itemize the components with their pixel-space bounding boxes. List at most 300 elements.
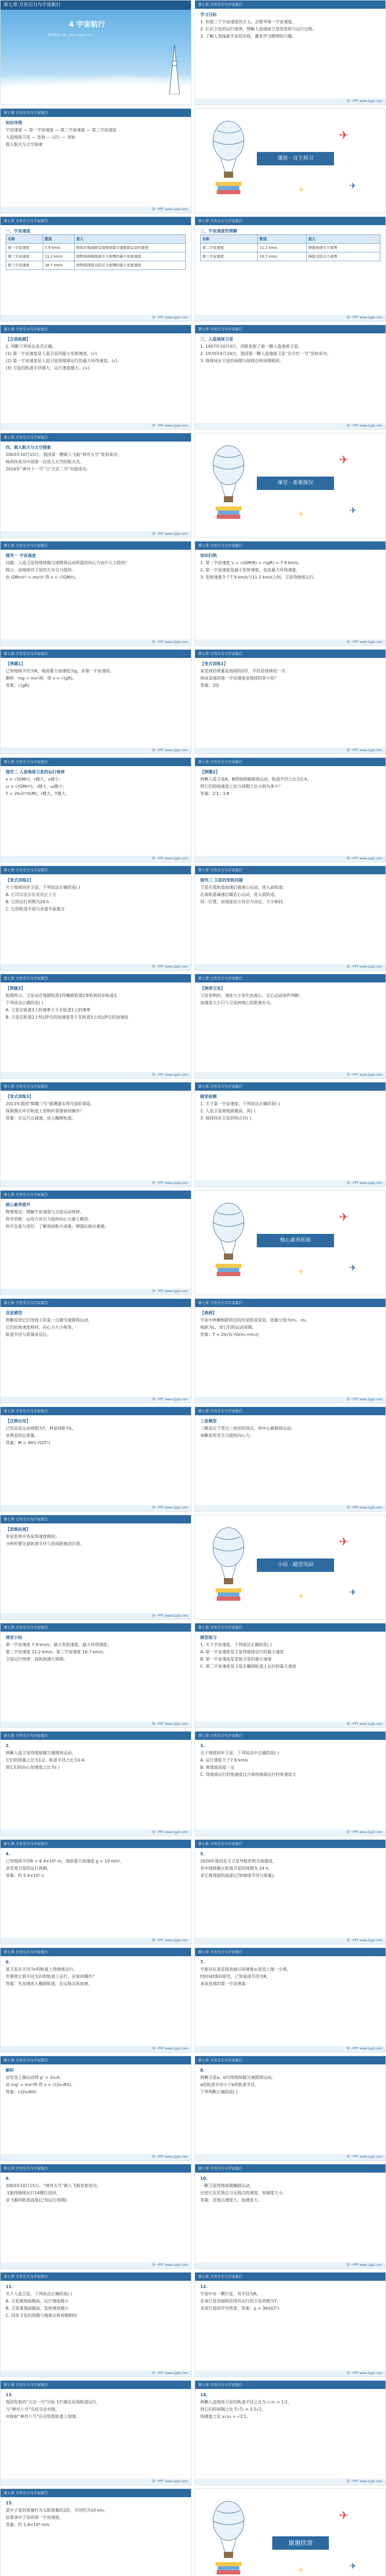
slide-topbar <box>1 2381 191 2389</box>
slide-row <box>0 0 386 105</box>
slide-heading: 探究一 宇宙速度 <box>6 553 36 558</box>
slide[interactable] <box>0 2056 191 2161</box>
slide-row <box>0 974 386 1079</box>
slide-footer: 第一PPT www.1ppt.com <box>1 2154 191 2160</box>
slide[interactable] <box>195 757 386 862</box>
breadcrumb: 第七章 万有引力与宇宙航行 <box>4 1084 48 1089</box>
slide-body <box>6 2500 186 2576</box>
slide-body <box>200 2284 380 2368</box>
paper-plane-icon: ✈ <box>298 1268 304 1276</box>
text-line: A. 第一宇宙速度是卫星绕地球运行的最小速度 <box>200 1650 284 1654</box>
slide-footer: 第一PPT www.1ppt.com <box>1 856 191 862</box>
slide-footer: 第一PPT www.1ppt.com <box>1 639 191 646</box>
breadcrumb: 第七章 万有引力与宇宙航行 <box>4 2058 48 2062</box>
slide-footer: 第一PPT www.1ppt.com <box>195 2370 385 2377</box>
text-line: 若要使它到半径为2r的轨道上运行，应如何操作？ <box>6 1974 97 1979</box>
paper-plane-icon: ✈ <box>349 1587 357 1597</box>
slide-footer: 第一PPT www.1ppt.com <box>1 964 191 970</box>
slide-topbar <box>1 866 191 874</box>
text-line: 解析：mg = mv²/R，得 v = √(gR)。 <box>6 676 77 681</box>
slide-footer: 第一PPT www.1ppt.com <box>1 1397 191 1403</box>
paper-plane-icon: ✈ <box>339 129 349 142</box>
template-credit: PPT模板下载：www.1ppt.com <box>48 33 92 37</box>
slide-topbar <box>195 2381 385 2389</box>
slide-topbar <box>1 325 191 333</box>
text-line: 2020年我国北斗卫星导航系统全面建成， <box>200 1859 277 1863</box>
slide-topbar <box>1 1299 191 1307</box>
slide[interactable] <box>0 1298 191 1403</box>
text-line: 1. 第一宇宙速度 v = √(GM/R) = √(gR) = 7.9 km/s。 <box>200 561 303 565</box>
slide-row <box>0 1406 386 1512</box>
text-line: C. 同步卫星的周期与地球自转周期相同 <box>6 2313 77 2318</box>
text-line: A. 运行速度大于7.9 km/s <box>200 1758 248 1762</box>
slide-footer: 第一PPT www.1ppt.com <box>195 1397 385 1403</box>
breadcrumb: 第七章 万有引力与宇宙航行 <box>198 2058 243 2062</box>
slide-topbar <box>1 433 191 442</box>
slide-body <box>200 1094 380 1178</box>
hot-air-balloon-icon <box>210 2500 247 2576</box>
text-line: 飞船绕地球运行14圈后返回， <box>6 2191 61 2195</box>
slide[interactable] <box>0 1082 191 1187</box>
table-cell: 第三宇宙速度 <box>6 261 43 270</box>
paper-plane-icon: ✈ <box>349 2561 357 2571</box>
table-row <box>201 244 380 252</box>
text-line: 某星球的质量是地球的2倍，半径是地球的一半， <box>200 669 290 673</box>
slide[interactable] <box>195 649 386 754</box>
slide-body <box>6 120 186 205</box>
breadcrumb: 第七章 万有引力与宇宙航行 <box>198 1625 243 1630</box>
slide[interactable] <box>195 1731 386 1836</box>
text-line: 卫星在低轨道加速后做离心运动，进入高轨道； <box>200 885 287 890</box>
breadcrumb: 第七章 万有引力与宇宙航行 <box>4 1950 48 1954</box>
slide-body <box>200 2176 380 2260</box>
slide-heading: 4. <box>6 1852 10 1856</box>
text-line: T = 2π√(r³/GM)，r越大，T越大。 <box>6 791 70 796</box>
slide[interactable] <box>195 1947 386 2053</box>
slide-row <box>0 325 386 430</box>
cloud-decoration <box>1 69 191 105</box>
slide-heading: 14. <box>200 2393 208 2397</box>
slide-topbar <box>1 2056 191 2064</box>
paper-plane-icon: ✈ <box>339 454 349 467</box>
slide-footer: 第一PPT www.1ppt.com <box>1 1613 191 1619</box>
hot-air-balloon-icon <box>210 120 247 197</box>
breadcrumb: 第七章 万有引力与宇宙航行 <box>198 760 243 764</box>
slide-footer: 第一PPT www.1ppt.com <box>1 1505 191 1511</box>
slide-heading: 【迁移应用】 <box>6 1419 30 1423</box>
table-cell: 挣脱太阳引力束缚 <box>306 252 380 261</box>
breadcrumb: 第七章 万有引力与宇宙航行 <box>4 435 48 439</box>
breadcrumb: 第七章 万有引力与宇宙航行 <box>198 327 243 331</box>
slide-body <box>6 1202 186 1286</box>
breadcrumb: 第七章 万有引力与宇宙航行 <box>4 327 48 331</box>
text-line: A. 卫星在轨道3上的速率大于在轨道1上的速率 <box>6 1008 91 1012</box>
text-line: 加速度大小只与卫星到地心的距离有关。 <box>200 1001 274 1005</box>
table-row <box>201 252 380 261</box>
text-line: 由竖直上抛运动得 g' = 2v₀/t， <box>6 2075 64 2080</box>
slide[interactable] <box>0 757 191 862</box>
slide-heading: 知识导图 <box>6 121 22 125</box>
slide-footer: 第一PPT www.1ppt.com <box>1 315 191 321</box>
slide-topbar <box>195 2273 385 2281</box>
slide-topbar <box>1 1948 191 1956</box>
text-line: 答案：T = 2π√(L³/G(m₁+m₂)) <box>200 1332 259 1337</box>
slide-body <box>200 769 380 854</box>
paper-plane-icon: ✈ <box>339 1211 349 1224</box>
slide-body <box>6 336 186 421</box>
slide-topbar <box>1 1082 191 1091</box>
slide[interactable] <box>195 1406 386 1512</box>
slide-topbar <box>1 758 191 766</box>
text-line: 则它们的线速度之比与周期之比分别为多少？ <box>200 784 283 789</box>
text-line: 求近地卫星的运行周期。 <box>6 1866 51 1871</box>
slide-body <box>6 1527 186 1611</box>
text-line: 某卫星在半径为r的轨道上绕地球运行， <box>6 1967 78 1972</box>
text-line: 1. 关于第一宇宙速度，下列说法正确的是( ) <box>200 1101 280 1106</box>
slide-body <box>6 986 186 1070</box>
breadcrumb: 第七章 万有引力与宇宙航行 <box>4 2275 48 2279</box>
slide[interactable] <box>195 1623 386 1728</box>
text-line: C. 绕地球运行的角速度比月球绕地球运行的角速度大 <box>200 1772 296 1777</box>
breadcrumb: 第七章 万有引力与宇宙航行 <box>198 544 243 548</box>
text-line: 求它离地面的高度(已知地球半径与质量)。 <box>200 1873 278 1878</box>
slide-topbar <box>195 1082 385 1091</box>
slide-body <box>200 1635 380 1719</box>
slide-body <box>6 2392 186 2477</box>
slide-footer: 第一PPT www.1ppt.com <box>195 1072 385 1078</box>
slide-heading: 2. <box>6 1743 10 1748</box>
slide[interactable] <box>0 2488 191 2576</box>
slide-body <box>200 661 380 745</box>
text-line: 答案：约 5.0×10³ s <box>6 1873 44 1878</box>
breadcrumb: 第七章 万有引力与宇宙航行 <box>4 544 48 548</box>
text-line: 则它们的周期之比 T₁∶T₂ = 1∶2√2， <box>200 2407 266 2412</box>
slide-footer: 第一PPT www.1ppt.com <box>195 2046 385 2052</box>
slide[interactable] <box>195 2056 386 2161</box>
table-header-cell: 数值 <box>258 235 307 244</box>
slide-topbar <box>195 1948 385 1956</box>
slide[interactable] <box>195 216 386 321</box>
slide-footer: 第一PPT www.1ppt.com <box>1 1072 191 1078</box>
slide[interactable] <box>0 974 191 1079</box>
slide[interactable] <box>195 1515 386 1620</box>
section-label: 小结 · 随堂巩固 <box>257 1558 334 1572</box>
breadcrumb: 第七章 万有引力与宇宙航行 <box>4 1193 48 1197</box>
text-line: 2. 第一宇宙速度是最小发射速度，也是最大环绕速度。 <box>200 568 301 572</box>
slide[interactable] <box>195 1190 386 1295</box>
paper-plane-icon: ✈ <box>349 505 357 515</box>
breadcrumb: 第七章 万有引力与宇宙航行 <box>4 111 48 115</box>
data-table <box>200 234 380 261</box>
text-line: a的轨道半径小于b的轨道半径， <box>200 2082 259 2087</box>
paper-plane-icon: ✈ <box>298 511 304 519</box>
text-line: 答案：2∶1；1∶8 <box>200 791 230 796</box>
text-line: 相距为L，求它们的运动周期。 <box>200 1325 256 1330</box>
text-line: 估算该中子星的第一宇宙速度。 <box>6 2515 63 2520</box>
slide[interactable] <box>195 0 386 105</box>
slide-topbar <box>1 1515 191 1523</box>
text-line: 1. 关于宇宙速度，下列说法正确的是( ) <box>200 1642 272 1647</box>
slide-heading: 8. <box>200 2068 205 2073</box>
slide-topbar <box>195 1299 385 1307</box>
text-line: 卫星运行规律：高轨低速大周期。 <box>6 1657 67 1662</box>
slide[interactable] <box>0 0 191 105</box>
slide-heading: 随堂检测 <box>200 1094 217 1099</box>
breadcrumb: 第七章 万有引力与宇宙航行 <box>4 2166 48 2171</box>
slide-body <box>6 445 186 529</box>
text-line: 同一位置，加速度由万有引力决定，大小相同。 <box>200 900 287 904</box>
breadcrumb: 第七章 万有引力与宇宙航行 <box>4 1625 48 1630</box>
text-line: (2) 第一宇宙速度是人造卫星绕地球运行的最大环绕速度。(√) <box>6 359 118 363</box>
text-line: 2. 认识卫星的运行规律，理解人造地球卫星的发射与运行过程。 <box>200 27 317 31</box>
table-cell: 7.9 km/s <box>43 244 74 252</box>
slide-body <box>200 1418 380 1503</box>
slide-footer: 第一PPT www.1ppt.com <box>1 2370 191 2377</box>
text-line: 一颗卫星绕地球做椭圆运动， <box>200 2183 254 2188</box>
slide-topbar <box>195 1732 385 1740</box>
table-header-cell: 意义 <box>75 235 186 244</box>
breadcrumb: 第七章 万有引力与宇宙航行 <box>4 652 48 656</box>
slide-heading: 解析 <box>6 2068 14 2073</box>
slide-row <box>0 2380 386 2485</box>
slide-body <box>200 2392 380 2477</box>
slide-heading: 【变式训练3】 <box>6 1094 33 1099</box>
slide[interactable] <box>0 1406 191 1512</box>
text-line: v = √(GM/r)，r越大，v越小； <box>6 777 63 782</box>
slide[interactable] <box>195 2380 386 2485</box>
slide-footer: 第一PPT www.1ppt.com <box>195 1180 385 1187</box>
text-line: 答案：2倍 <box>200 683 220 688</box>
slide[interactable] <box>195 2488 386 2576</box>
slide-row <box>0 541 386 646</box>
text-line: 已知地球半径为R，地面重力加速度为g，求第一宇宙速度。 <box>6 669 114 673</box>
slide-heading: 三星模型 <box>200 1419 217 1423</box>
slide[interactable] <box>0 2272 191 2377</box>
slide-body <box>200 986 380 1070</box>
table-header-cell: 数值 <box>43 235 74 244</box>
slide-footer: 第一PPT www.1ppt.com <box>195 1721 385 1727</box>
slide-heading: 【例题1】 <box>6 662 25 666</box>
slide[interactable] <box>195 541 386 646</box>
slide-row <box>0 433 386 538</box>
text-line: 科学态度与责任：了解我国航天成就，增强民族自豪感。 <box>6 1224 109 1229</box>
text-line: C. 第二宇宙速度是卫星在椭圆轨道上运行的最大速度 <box>200 1664 296 1669</box>
text-line: 其中地球静止轨道卫星的周期为 24 h， <box>200 1866 273 1871</box>
breadcrumb: 第七章 万有引力与宇宙航行 <box>4 1842 48 1846</box>
slide-body <box>6 661 186 745</box>
text-line: 比较它在近地点与远地点的速度、加速度大小。 <box>200 2191 287 2195</box>
slide-topbar <box>1 217 191 225</box>
text-line: 在高轨道减速后做近心运动，进入低轨道。 <box>200 892 278 897</box>
table-header-cell: 意义 <box>306 235 380 244</box>
slide-row <box>0 1947 386 2053</box>
slide-body <box>6 1743 186 1827</box>
text-line: 2016年“神舟十一号”与“天宫二号”对接成功。 <box>6 467 91 471</box>
slide-body <box>6 228 186 313</box>
text-line: 某中子星的质量约为太阳质量的2倍，半径约为10 km， <box>6 2508 108 2513</box>
text-line: 两颗星绕它们连线上的某一点做匀速圆周运动， <box>6 1318 92 1323</box>
slide[interactable] <box>195 1082 386 1187</box>
breadcrumb: 第七章 万有引力与宇宙航行 <box>4 2383 48 2387</box>
text-line: 宇航员在某星球表面以初速度v₀竖直上抛一小球， <box>200 1967 291 1972</box>
slide-heading: 3. <box>200 1743 205 1748</box>
text-line: 答案：近地点速度大、加速度大。 <box>200 2198 262 2202</box>
slide-topbar <box>195 1623 385 1632</box>
slide[interactable] <box>0 1731 191 1836</box>
slide-footer: 第一PPT www.1ppt.com <box>1 1938 191 1944</box>
slide-body <box>200 1310 380 1395</box>
breadcrumb: 第七章 万有引力与宇宙航行 <box>198 3 243 7</box>
title-banner: 第七章 万有引力与宇宙航行 <box>1 1 191 10</box>
slide-heading: 【例题3】 <box>6 986 25 991</box>
breadcrumb: 第七章 万有引力与宇宙航行 <box>4 1301 48 1305</box>
slide-topbar <box>195 1407 385 1415</box>
text-line: 2013年我国“嫦娥三号”探测器实现月面软着陆， <box>6 1101 95 1106</box>
text-line: 与“神舟八号”完成交会对接， <box>6 2407 60 2412</box>
slide[interactable] <box>0 216 191 321</box>
text-line: 3. 地球同步卫星的特点有( ) <box>200 1116 251 1121</box>
breadcrumb: 第七章 万有引力与宇宙航行 <box>198 976 243 980</box>
slide-topbar <box>1 2273 191 2281</box>
text-line: 1. 1957年10月4日，苏联发射了第一颗人造地球卫星。 <box>200 344 302 349</box>
slide-body <box>6 2284 186 2368</box>
slide[interactable] <box>195 2164 386 2269</box>
slide[interactable] <box>0 1623 191 1728</box>
paper-plane-icon: ✈ <box>339 1536 349 1549</box>
table-cell: 第一宇宙速度 <box>6 244 43 252</box>
slide[interactable] <box>0 2380 191 2485</box>
text-line: 求该星球的第一宇宙速度。 <box>200 1981 250 1986</box>
text-line: 杨利伟成为中国第一位进入太空的航天员。 <box>6 460 84 464</box>
text-line: 答案：约 1.6×10⁸ m/s <box>6 2522 49 2527</box>
slide[interactable] <box>0 108 191 213</box>
text-line: 3. 发射速度介于7.9 km/s与11.2 km/s之间，卫星绕地球运行。 <box>200 575 318 580</box>
slide-body <box>6 1094 186 1178</box>
breadcrumb: 第七章 万有引力与宇宙航行 <box>198 2275 243 2279</box>
paper-plane-icon: ✈ <box>339 2510 349 2522</box>
slide[interactable] <box>0 541 191 646</box>
table-cell: 使物体挣脱地球引力束缚的最小发射速度 <box>75 252 186 261</box>
slide-row <box>0 2056 386 2161</box>
slide-heading: 二、宇宙速度的理解 <box>200 229 237 233</box>
text-line: 两颗人造卫星A、B绕地球做圆周运动，轨道半径之比为1∶4， <box>200 777 311 782</box>
text-line: 答案：√(gR) <box>6 683 29 688</box>
text-line: 科学思维：运用万有引力提供向心力建立模型。 <box>6 1217 92 1222</box>
slide[interactable] <box>0 1515 191 1620</box>
slide-footer: 第一PPT www.1ppt.com <box>195 315 385 321</box>
text-line: 它们的角速度相同，向心力大小相等， <box>6 1325 76 1330</box>
slide-topbar <box>195 2056 385 2064</box>
table-cell: 16.7 km/s <box>258 252 307 261</box>
slide-row <box>0 1515 386 1620</box>
slide-row <box>0 1731 386 1836</box>
slide[interactable] <box>0 433 191 538</box>
slide-heading: 学习目标 <box>200 12 217 17</box>
slide-topbar <box>195 541 385 550</box>
text-line: 多星系统中各星角速度相同； <box>6 1534 59 1539</box>
slide-body <box>6 1418 186 1503</box>
slide[interactable] <box>195 325 386 430</box>
text-line: 分析时要注意轨道半径与星间距离的区别。 <box>6 1541 84 1546</box>
slide-topbar <box>1 541 191 550</box>
slide-footer: 第一PPT www.1ppt.com <box>1 2046 191 2052</box>
slide-heading: 【规律方法】 <box>200 986 225 991</box>
slide[interactable] <box>195 1839 386 1944</box>
slide-footer: 第一PPT www.1ppt.com <box>1 1829 191 1836</box>
slide-footer: 第一PPT www.1ppt.com <box>1 207 191 213</box>
slide-heading: 双星模型 <box>6 1311 22 1315</box>
text-line: (3) 卫星的轨道半径越大，运行速度越大。(×) <box>6 366 90 370</box>
text-line: 关于地球同步卫星，下列说法中正确的是( ) <box>200 1751 279 1755</box>
slide-footer: 第一PPT www.1ppt.com <box>195 639 385 646</box>
slide[interactable] <box>0 1190 191 1295</box>
slide-topbar <box>1 2489 191 2497</box>
slide-heading: 【变式训练2】 <box>6 878 33 883</box>
table-cell: 11.2 km/s <box>258 244 307 252</box>
slide-heading: 【典例】 <box>200 1311 217 1315</box>
text-line: B. 它的运行周期为24 h <box>6 900 49 904</box>
slide-footer: 第一PPT www.1ppt.com <box>1 1180 191 1187</box>
slide-row <box>0 1623 386 1728</box>
slide[interactable] <box>195 974 386 1079</box>
section-label: 课堂 · 重难探究 <box>257 477 334 490</box>
slide[interactable] <box>0 1839 191 1944</box>
text-line: 物理观念：理解宇宙速度与卫星运动规律。 <box>6 1210 84 1214</box>
slide[interactable] <box>0 2164 191 2269</box>
text-line: 人造地球卫星 — 发射 — 运行 — 变轨 <box>6 135 76 140</box>
table-header-cell: 名称 <box>201 235 258 244</box>
slide-row <box>0 1839 386 1944</box>
text-line: 两颗卫星a、b均绕地球做匀速圆周运动， <box>200 2075 275 2080</box>
slide[interactable] <box>195 433 386 538</box>
text-line: A. 它可以定点在北京正上方 <box>6 892 57 897</box>
paper-plane-icon: ✈ <box>349 181 357 191</box>
text-line: 答案：M = 4π²L³/(GT²) <box>6 1440 50 1445</box>
text-line: 已知地球半径R = 6.4×10⁶ m，地面重力加速度 g = 10 m/s²， <box>6 1859 125 1863</box>
slide-heading: 四、载人航天与太空探索 <box>6 445 51 450</box>
slide-row <box>0 216 386 321</box>
slide-heading: 知识归纳 <box>200 553 217 558</box>
slide-heading: 【变式训练1】 <box>200 662 228 666</box>
table-header-cell: 名称 <box>6 235 43 244</box>
slide-footer: 第一PPT www.1ppt.com <box>195 2262 385 2268</box>
slide[interactable] <box>0 1947 191 2053</box>
slide[interactable] <box>0 325 191 430</box>
slide-row <box>0 1082 386 1187</box>
slide[interactable] <box>0 866 191 971</box>
slide-topbar <box>1 2164 191 2173</box>
text-line: 2. 人造卫星离地面越高，其( ) <box>200 1109 255 1113</box>
paper-plane-icon: ✈ <box>298 2566 304 2574</box>
thanks-label: 谢谢欣赏 <box>272 2536 329 2550</box>
table-cell: 11.2 km/s <box>43 252 74 261</box>
text-line: 已知双星运动周期为T，两星间距为L， <box>6 1426 77 1431</box>
slide[interactable] <box>195 1298 386 1403</box>
slide-footer: 第一PPT www.1ppt.com <box>1 2262 191 2268</box>
text-line: 在该行星表面附近绕其运行的卫星周期为T， <box>200 2299 281 2303</box>
slide[interactable] <box>0 649 191 754</box>
table-header-row <box>201 235 380 244</box>
slide[interactable] <box>195 108 386 213</box>
slide-row <box>0 1190 386 1295</box>
slide-heading: 【思维拓展】 <box>6 1527 30 1532</box>
text-line: 答案：√(2v₀R/t) <box>6 2090 37 2094</box>
slide-topbar <box>195 1840 385 1848</box>
slide[interactable] <box>195 2272 386 2377</box>
text-line: B. 离地面高度一定 <box>200 1765 235 1770</box>
slide[interactable] <box>195 866 386 971</box>
text-line: 1. 判断下列说法是否正确。 <box>6 344 57 349</box>
